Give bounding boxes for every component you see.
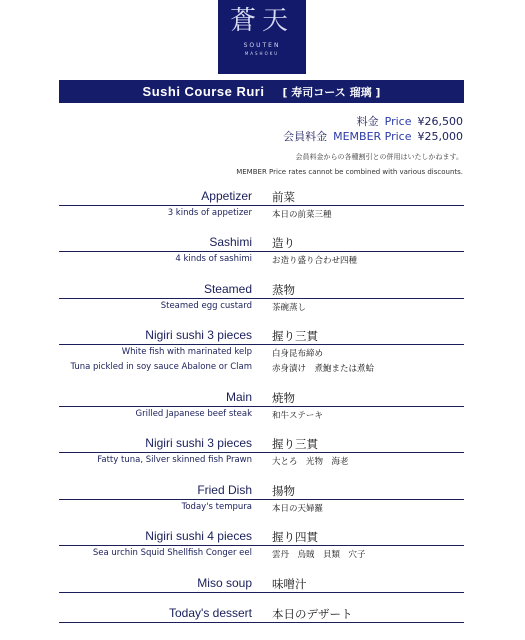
course-name-jp: 前菜 <box>272 190 295 204</box>
course-item-en: Tuna pickled in soy sauce Abalone or Clam <box>70 362 252 372</box>
member-price-row <box>283 128 463 144</box>
course-item <box>59 362 464 374</box>
logo-kanji: 蒼天 <box>229 6 294 36</box>
course-name-en: Miso soup <box>197 576 252 590</box>
member-price-jp: 会員料金 <box>283 130 328 143</box>
course-item-jp: 茶碗蒸し <box>272 303 307 313</box>
course-heading <box>59 606 464 623</box>
course-item-jp: 本日の前菜三種 <box>272 210 332 220</box>
discount-note-en: MEMBER Price rates cannot be combined with various discounts. <box>236 168 463 176</box>
course-item-jp: 本日の天婦羅 <box>272 504 324 514</box>
course-item-jp: 赤身漬け 煮鮑または煮蛤 <box>272 364 375 374</box>
course-name-en: Nigiri sushi 4 pieces <box>145 529 252 543</box>
course-item-en: 4 kinds of sashimi <box>175 254 252 264</box>
course-item <box>59 409 464 421</box>
course-heading <box>59 235 464 252</box>
course-item <box>59 548 464 560</box>
course-item <box>59 208 464 220</box>
logo-name: SOUTEN <box>243 42 281 49</box>
course-name-jp: 蒸物 <box>272 283 295 297</box>
course-title-banner <box>59 80 464 103</box>
course-heading <box>59 529 464 546</box>
course-title-jp: [ 寿司コース 瑠璃 ] <box>282 85 381 99</box>
course-name-en: Appetizer <box>201 189 252 203</box>
logo-subtitle: MASHOKU <box>244 51 280 56</box>
course-name-jp: 本日のデザート <box>272 607 353 621</box>
course-name-en: Nigiri sushi 3 pieces <box>145 436 252 450</box>
course-item-en: Sea urchin Squid Shellfish Conger eel <box>92 548 252 558</box>
course-name-en: Steamed <box>203 282 252 296</box>
course-heading <box>59 328 464 345</box>
course-name-jp: 握り三貫 <box>272 437 318 451</box>
course-item-jp: 大とろ 光物 海老 <box>272 457 349 467</box>
course-name-jp: 造り <box>272 236 295 250</box>
member-price-value: ¥25,000 <box>417 130 463 143</box>
course-item <box>59 254 464 266</box>
price-value: ¥26,500 <box>417 115 463 128</box>
course-item-en: Fatty tuna, Silver skinned fish Prawn <box>97 455 252 465</box>
price-jp: 料金 <box>356 115 379 128</box>
course-item <box>59 455 464 467</box>
course-heading <box>59 390 464 407</box>
price-label: Price <box>384 115 412 128</box>
course-name-en: Nigiri sushi 3 pieces <box>145 328 252 342</box>
price-row <box>357 113 463 129</box>
restaurant-logo <box>218 0 306 74</box>
discount-note-jp: 会員料金からの各種割引との併用はいたしかねます。 <box>295 153 463 161</box>
course-name-jp: 握り四貫 <box>272 530 318 544</box>
course-item-en: Grilled Japanese beef steak <box>135 409 252 419</box>
course-name-en: Sashimi <box>209 235 252 249</box>
course-name-en: Fried Dish <box>197 483 252 497</box>
course-heading <box>59 436 464 453</box>
course-heading <box>59 576 464 593</box>
course-item-en: Today's tempura <box>181 502 252 512</box>
course-item-en: Steamed egg custard <box>160 301 252 311</box>
course-item <box>59 347 464 359</box>
course-heading <box>59 483 464 500</box>
course-item-jp: 雲丹 烏賊 貝類 穴子 <box>272 550 366 560</box>
course-item-en: 3 kinds of appetizer <box>167 208 252 218</box>
course-name-en: Main <box>225 390 252 404</box>
course-name-jp: 味噌汁 <box>272 577 307 591</box>
course-name-jp: 揚物 <box>272 484 295 498</box>
member-price-label: MEMBER Price <box>333 130 412 143</box>
course-name-jp: 焼物 <box>272 391 295 405</box>
course-title-en: Sushi Course Ruri <box>142 84 265 99</box>
course-name-jp: 握り三貫 <box>272 329 318 343</box>
course-heading <box>59 282 464 299</box>
course-heading <box>59 189 464 206</box>
course-item <box>59 502 464 514</box>
course-item-jp: お造り盛り合わせ四種 <box>272 256 358 266</box>
course-item-en: White fish with marinated kelp <box>121 347 252 357</box>
course-item-jp: 白身昆布締め <box>272 349 324 359</box>
course-item-jp: 和牛ステーキ <box>272 411 323 421</box>
course-name-en: Today's dessert <box>169 606 252 620</box>
course-item <box>59 301 464 313</box>
